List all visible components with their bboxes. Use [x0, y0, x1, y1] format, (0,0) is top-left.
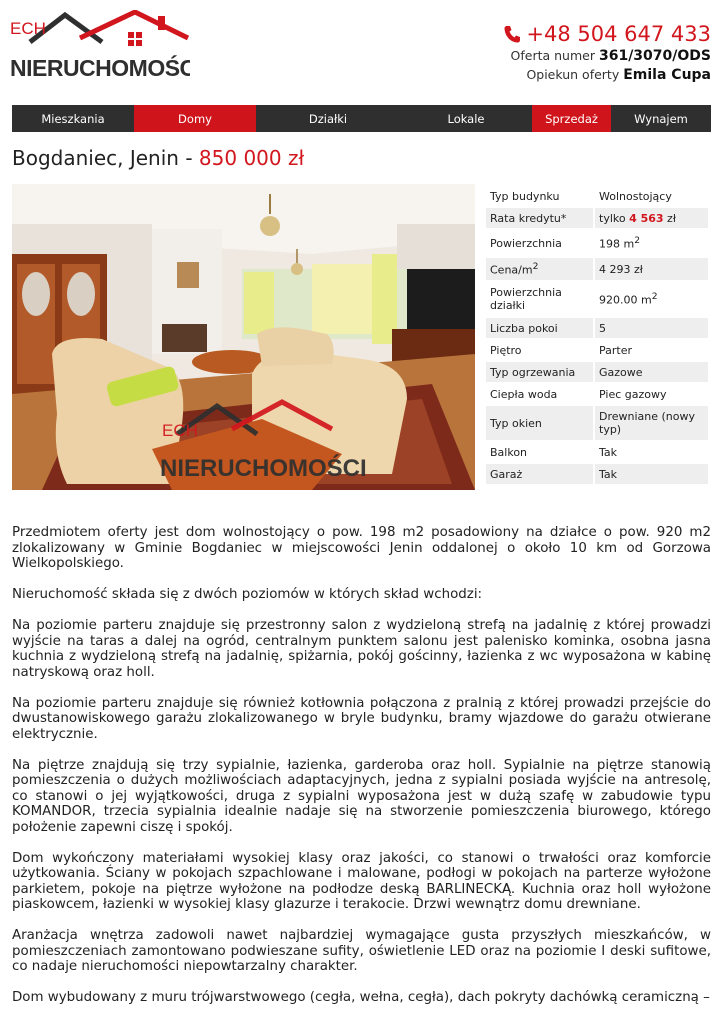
spec-value: Tak [593, 464, 708, 484]
property-specs-table [486, 184, 708, 486]
offer-number-line [504, 47, 711, 65]
offer-number-label: Oferta numer [510, 48, 595, 63]
spec-label: Typ budynku [490, 189, 560, 203]
phone-number[interactable] [504, 22, 711, 46]
description-paragraph: Aranżacja wnętrza zadowoli nawet najbardziej wymagające gusta przyszłych mieszkańców, w pomieszczeniach zamontowano podwieszane sufity, oświetlenie LED oraz na poziomie I deski sufitowe, co nadaje nieruchomości niepowtarzalny charakter. [12, 928, 711, 974]
spec-value: Tak [593, 442, 708, 462]
spec-label: Typ okien [486, 406, 593, 440]
table-row [486, 406, 708, 440]
listing-price: 850 000 zł [198, 146, 305, 170]
table-row [486, 464, 708, 484]
table-row [486, 318, 708, 338]
spec-label: Piętro [490, 343, 522, 357]
listing-location: Bogdaniec, Jenin - [12, 146, 199, 170]
spec-label: Balkon [490, 445, 528, 459]
listing-description [12, 525, 711, 1021]
spec-value-sup: 2 [634, 235, 641, 247]
main-nav [12, 105, 711, 132]
spec-value: 4 293 zł [593, 258, 708, 280]
spec-value: Gazowe [593, 362, 708, 382]
spec-value [593, 230, 708, 256]
description-paragraph: Dom wykończony materiałami wysokiej klasy oraz jakości, co stanowi o trwałości oraz komforcie użytkowania. Ściany w pokojach szpachlowane i malowane, podłogi w pokojach na parterze wyłożone parkietem, pokoje na piętrze wyłożone na podłodze deską BARLINECKĄ. Kuchnia oraz holl wyłożone piaskowcem, łazienki w wysokiej klasy glazurze i terakocie. Drzwi wewnątrz domu drewniane. [12, 850, 711, 912]
table-row [486, 208, 708, 228]
spec-label-text: Cena/m [490, 263, 533, 277]
spec-value: Piec gazowy [593, 384, 708, 404]
spec-label: Rata kredytu* [486, 208, 593, 228]
svg-text:NIERUCHOMOŚCI: NIERUCHOMOŚCI [10, 55, 190, 81]
spec-label [486, 258, 593, 280]
table-row [486, 186, 708, 206]
nav-item-domy[interactable]: Domy [134, 105, 256, 132]
description-paragraph: Nieruchomość składa się z dwóch poziomów w których skład wchodzi: [12, 587, 483, 602]
table-row [486, 230, 708, 256]
company-logo[interactable] [10, 10, 190, 82]
spec-label: Liczba pokoi [486, 318, 593, 338]
spec-value [593, 208, 708, 228]
description-paragraph: Dom wybudowany z muru trójwarstwowego (cegła, wełna, cegła), dach pokryty dachówką ceramiczną – [12, 990, 710, 1005]
description-paragraph: Przedmiotem oferty jest dom wolnostojący o pow. 198 m2 posadowiony na działce o pow. 920 m2 zlokalizowany w Gminie Bogdaniec w miejscowości Jenin oddalonej o około 10 km od Gorzowa Wielkopolskiego. [12, 525, 711, 571]
spec-value-text: 198 m [599, 237, 635, 251]
nav-item-wynajem[interactable]: Wynajem [634, 111, 688, 126]
table-row [486, 282, 708, 316]
spec-value: Parter [593, 340, 708, 360]
listing-title [12, 146, 304, 170]
spec-label: Powierzchnia [490, 236, 562, 250]
spec-label: Ciepła woda [490, 387, 558, 401]
nav-item-dzialki[interactable]: Działki [308, 111, 348, 126]
agent-label: Opiekun oferty [526, 67, 620, 82]
listing-photo[interactable] [12, 184, 475, 490]
table-row [486, 362, 708, 382]
table-row [486, 384, 708, 404]
table-row [486, 442, 708, 462]
agent-line [504, 66, 711, 84]
loan-installment: 4 563 [629, 211, 664, 225]
svg-text:NIERUCHOMOŚCI: NIERUCHOMOŚCI [160, 455, 367, 482]
spec-label-sup: 2 [532, 261, 539, 273]
spec-value [593, 282, 708, 316]
spec-value-suffix: zł [663, 211, 676, 225]
description-paragraph: Na piętrze znajdują się trzy sypialnie, łazienka, garderoba oraz holl. Sypialnie na piętrze stanowią pomieszczenia o dużych możliwościach adaptacyjnych, jedna z sypialni posiada wyjście na antresolę, co stanowi o jej wyjątkowości, druga z sypialni wyposażona jest w dużą szafę w zabudowie typu KOMANDOR, trzecia sypialnia idealnie nadaje się na stworzenie pomieszczenia biurowego, którego położenie zapewni ciszę i spokój. [12, 757, 711, 835]
phone-icon [504, 25, 520, 43]
spec-value-sup: 2 [651, 291, 658, 303]
svg-text:ECH: ECH [162, 421, 198, 440]
spec-label: Garaż [486, 464, 593, 484]
spec-value-text: 920.00 m [599, 293, 652, 307]
spec-value-prefix: tylko [599, 211, 630, 225]
spec-value: Drewniane (nowy typ) [593, 406, 708, 440]
svg-text:ECH: ECH [10, 19, 46, 38]
description-paragraph: Na poziomie parteru znajduje się przestronny salon z wydzieloną strefą na jadalnię z której prowadzi wyjście na taras a dalej na ogród, centralnym punktem salonu jest palenisko kominka, osobna jasna kuchnia z wydzieloną strefą na jadalnię, spiżarnia, pokój gościnny, łazienka z wc wyposażona w kabinę natryskową oraz holl. [12, 618, 711, 680]
offer-number: 361/3070/ODS [598, 48, 711, 64]
spec-value: Wolnostojący [593, 186, 708, 206]
description-paragraph: Na poziomie parteru znajduje się również kotłownia połączona z pralnią z której prowadzi przejście do dwustanowiskowego garażu zlokalizowanego w bryle budynku, bramy wjazdowe do garażu otwierane elektrycznie. [12, 695, 711, 742]
spec-label: Powierzchnia działki [490, 286, 562, 312]
spec-value: 5 [593, 318, 708, 338]
nav-item-sprzedaz[interactable]: Sprzedaż [532, 105, 611, 132]
agent-name: Emila Cupa [623, 67, 711, 83]
contact-block [504, 22, 711, 84]
spec-label: Typ ogrzewania [486, 362, 593, 382]
nav-item-mieszkania[interactable]: Mieszkania [41, 111, 105, 126]
table-row [486, 258, 708, 280]
phone-text[interactable]: +48 504 647 433 [526, 22, 711, 46]
nav-item-lokale[interactable]: Lokale [447, 111, 485, 126]
table-row [486, 340, 708, 360]
page-header [0, 0, 724, 100]
